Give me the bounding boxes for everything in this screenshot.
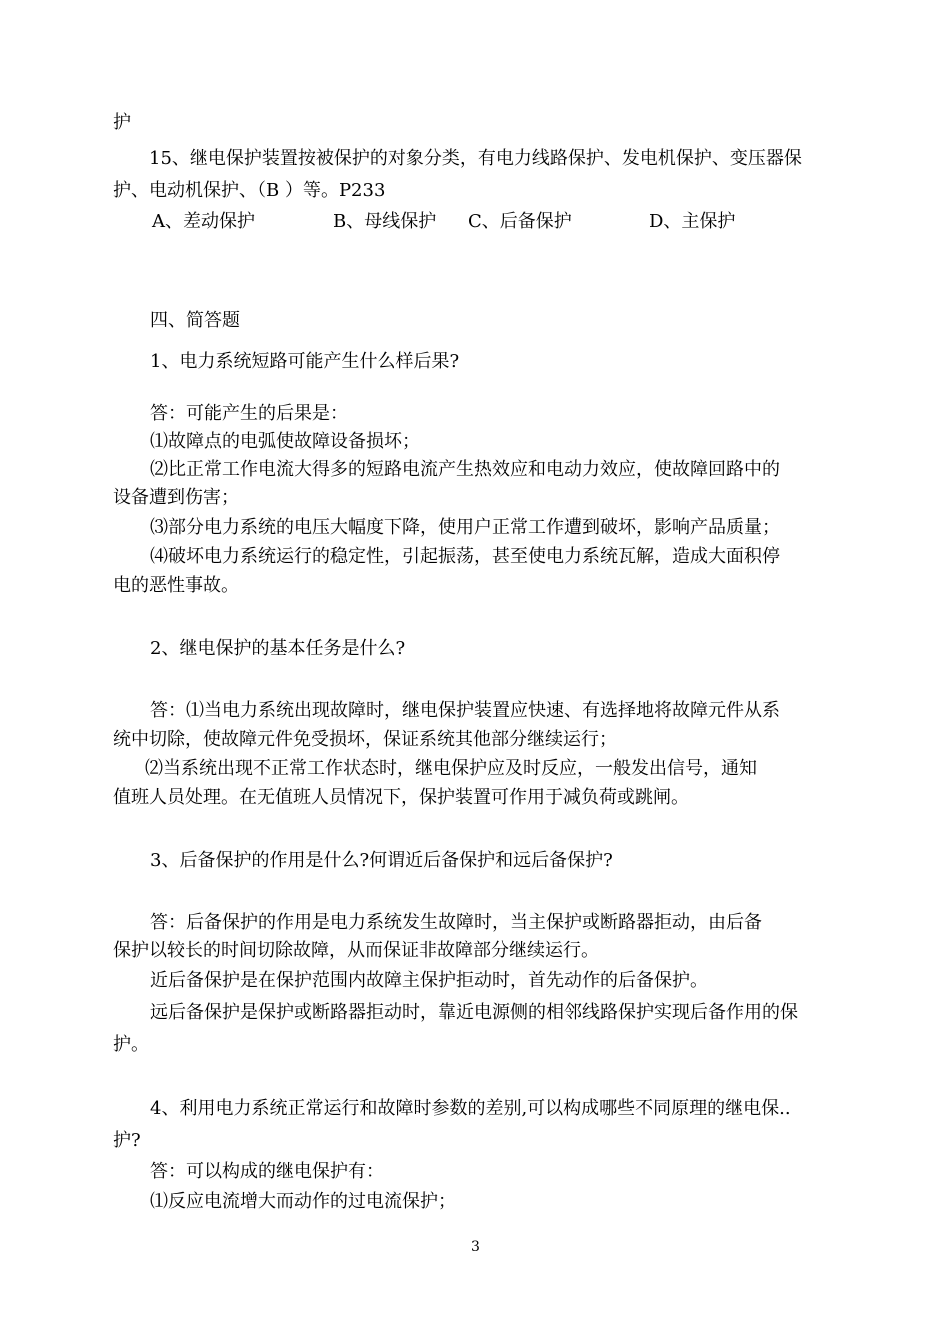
answer-line: 设备遭到伤害； (113, 487, 239, 508)
text-line: 护? (113, 1130, 141, 1151)
answer-line: 答：⑴当电力系统出现故障时，继电保护装置应快速、有选择地将故障元件从系 (150, 700, 780, 721)
option-b: B、母线保护 (333, 211, 437, 232)
question-2: 2、继电保护的基本任务是什么? (150, 638, 406, 659)
text-line: 护、电动机保护、（B ）等。P233 (113, 180, 386, 201)
question-4: 4、利用电力系统正常运行和故障时参数的差别,可以构成哪些不同原理的继电保.. (150, 1098, 791, 1119)
page-number: 3 (471, 1239, 480, 1255)
text-line: 护 (113, 112, 131, 133)
option-a: A、差动保护 (152, 211, 255, 232)
answer-line: 答：可能产生的后果是： (150, 403, 348, 424)
answer-line: ⑵比正常工作电流大得多的短路电流产生热效应和电动力效应，使故障回路中的 (150, 459, 780, 480)
section-heading: 四、简答题 (150, 310, 240, 331)
answer-line: 答：后备保护的作用是电力系统发生故障时，当主保护或断路器拒动，由后备 (150, 912, 762, 933)
answer-line: 电的恶性事故。 (113, 575, 239, 596)
answer-line: 统中切除，使故障元件免受损坏，保证系统其他部分继续运行； (113, 729, 617, 750)
answer-line: 远后备保护是保护或断路器拒动时，靠近电源侧的相邻线路保护实现后备作用的保 (150, 1002, 798, 1023)
answer-line: 值班人员处理。在无值班人员情况下，保护装置可作用于减负荷或跳闸。 (113, 787, 689, 808)
answer-line: 保护以较长的时间切除故障，从而保证非故障部分继续运行。 (113, 940, 599, 961)
answer-line: ⑴故障点的电弧使故障设备损坏； (150, 431, 420, 452)
question-1: 1、电力系统短路可能产生什么样后果? (150, 351, 460, 372)
answer-line: ⑴反应电流增大而动作的过电流保护； (150, 1191, 456, 1212)
answer-line: ⑷破坏电力系统运行的稳定性，引起振荡，甚至使电力系统瓦解，造成大面积停 (150, 546, 780, 567)
answer-line: 答：可以构成的继电保护有： (150, 1161, 384, 1182)
answer-line: ⑵当系统出现不正常工作状态时，继电保护应及时反应，一般发出信号，通知 (145, 758, 757, 779)
answer-line: ⑶部分电力系统的电压大幅度下降，使用户正常工作遭到破坏，影响产品质量； (150, 517, 780, 538)
option-c: C、后备保护 (468, 211, 572, 232)
question-3: 3、后备保护的作用是什么?何谓近后备保护和远后备保护? (150, 850, 613, 871)
answer-line: 护。 (113, 1034, 149, 1055)
option-d: D、主保护 (649, 211, 736, 232)
question-15: 15、继电保护装置按被保护的对象分类，有电力线路保护、发电机保护、变压器保 (149, 148, 802, 169)
answer-line: 近后备保护是在保护范围内故障主保护拒动时，首先动作的后备保护。 (150, 970, 708, 991)
